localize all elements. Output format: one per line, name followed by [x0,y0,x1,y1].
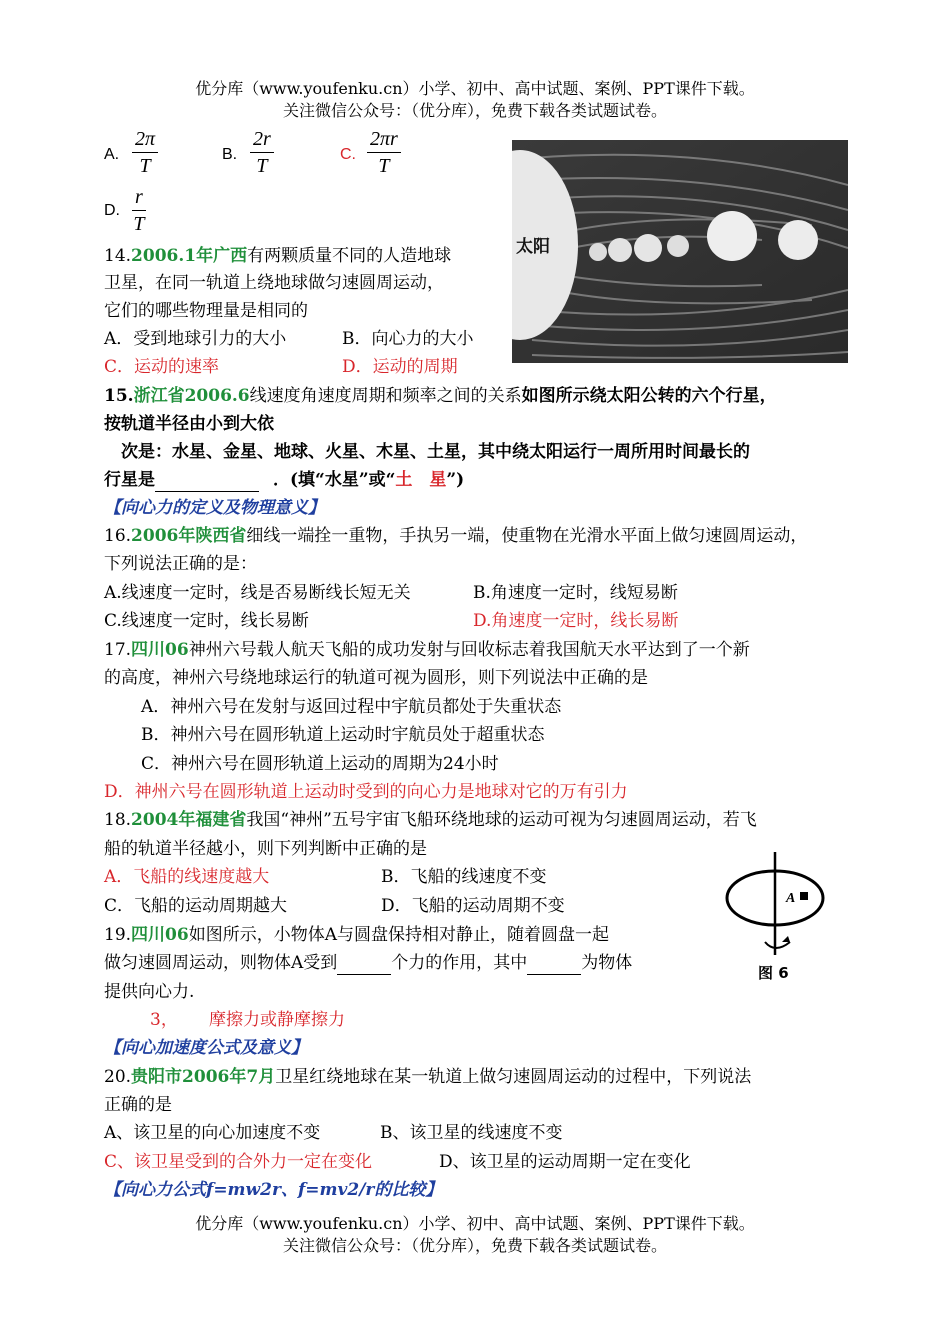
q19-text-2c: 为物体 [581,953,633,973]
arrow-head-icon [782,936,790,942]
q19-line-3: 提供向心力. [104,982,195,1002]
footer-line-1: 优分库（www.youfenku.cn）小学、初中、高中试题、案例、PPT课件下载。 [195,1214,755,1233]
q15-text-4c: ”) [446,470,465,490]
planet-mars [667,235,689,257]
q16-line-1 [104,525,807,547]
q17-option-c: C．神州六号在圆形轨道上运动的周期为24小时 [141,754,499,774]
q14-option-c: C．运动的速率 [104,357,220,377]
q15-line-4 [104,469,464,492]
q14-option-a: A．受到地球引力的大小 [104,329,287,349]
q13-a-numerator: 2π [135,128,156,150]
q13-b-denominator: T [256,155,268,177]
q16-text-1: 细线一端拴一重物，手执另一端，使重物在光滑水平面上做匀速圆周运动， [246,526,808,546]
q19-answer-1: 3， [150,1010,178,1030]
q13-option-c-label: C. [340,146,356,163]
q19-line-1 [104,924,609,946]
section-heading-force-formula-comparison: 【向心力公式f=mw2r、f=mv2/r的比较】 [104,1180,443,1200]
q18-option-c: C．飞船的运动周期越大 [104,896,288,916]
point-a-label: A [786,891,796,906]
sun-label: 太阳 [516,237,550,257]
q14-source: 2006.1年广西 [131,246,248,266]
q15-source: 浙江省2006.6 [133,386,250,406]
q18-option-a: A．飞船的线速度越大 [104,867,270,887]
q16-line-2: 下列说法正确的是： [104,554,257,574]
q15-answer-blank [155,469,259,492]
q14-option-b: B．向心力的大小 [342,329,474,349]
q14-line-2: 卫星，在同一轨道上绕地球做匀速圆周运动， [104,273,444,293]
q17-line-2: 的高度，神州六号绕地球运行的轨道可视为圆形，则下列说法中正确的是 [104,668,648,688]
q13-option-d-label: D. [104,202,120,219]
q17-option-a: A．神州六号在发射与返回过程中宇航员都处于失重状态 [141,697,562,717]
q14-line-3: 它们的哪些物理量是相同的 [104,301,308,321]
q13-d-numerator: r [135,186,143,208]
q15-answer: 土 星 [395,470,447,490]
figure-6-rotating-disk [720,850,830,985]
q16-number: 16. [104,526,132,546]
q15-line-2: 按轨道半径由小到大依 [104,414,274,434]
q20-number: 20. [104,1067,132,1087]
fraction-bar [132,210,146,211]
q13-option-b-label: B. [222,146,238,163]
q16-option-a: A.线速度一定时，线是否易断线长短无关 [104,583,411,603]
q19-number: 19. [104,925,132,945]
q17-text-1: 神州六号载人航天飞船的成功发射与回收标志着我国航天水平达到了一个新 [188,640,750,660]
q16-option-b: B.角速度一定时，线短易断 [473,583,678,603]
q13-option-c-fraction [367,128,401,177]
section-heading-centripetal-acceleration: 【向心加速度公式及意义】 [104,1038,308,1058]
q13-option-a-fraction [132,128,158,177]
q20-option-a: A、该卫星的向心加速度不变 [104,1123,321,1143]
planet-venus [608,238,632,262]
planet-mercury [589,243,607,261]
q17-option-d: D．神州六号在圆形轨道上运动时受到的向心力是地球对它的万有引力 [104,782,628,802]
q19-source: 四川06 [131,925,189,945]
q18-option-d: D．飞船的运动周期不变 [381,896,565,916]
q13-option-b-fraction [250,128,274,177]
q20-option-c: C、该卫星受到的合外力一定在变化 [104,1152,373,1172]
q20-line-2: 正确的是 [104,1095,172,1115]
fraction-bar [250,152,274,153]
q20-option-d: D、该卫星的运动周期一定在变化 [439,1152,691,1172]
q16-option-d: D.角速度一定时，线长易断 [473,611,679,631]
q14-option-d: D．运动的周期 [342,357,458,377]
header-line-1: 优分库（www.youfenku.cn）小学、初中、高中试题、案例、PPT课件下载。 [195,79,755,98]
q14-line-1 [104,245,451,267]
q17-line-1 [104,639,750,661]
q16-source: 2006年陕西省 [131,526,247,546]
q20-source: 贵阳市2006年7月 [131,1067,276,1087]
q15-line-1 [104,385,777,407]
q15-text-4b: ．(填“水星”或“ [273,470,396,490]
q20-option-b: B、该卫星的线速度不变 [380,1123,563,1143]
q13-c-denominator: T [378,155,390,177]
q15-line-3: 次是：水星、金星、地球、火星、木星、土星，其中绕太阳运行一周所用时间最长的 [121,442,750,462]
planet-earth [634,234,662,262]
q15-text-4a: 行星是 [104,470,155,490]
q14-number: 14. [104,246,132,266]
q18-line-2: 船的轨道半径越小，则下列判断中正确的是 [104,839,427,859]
q17-source: 四川06 [131,640,189,660]
q18-option-b: B．飞船的线速度不变 [381,867,547,887]
fraction-bar [367,152,401,153]
q19-blank-1 [337,952,391,975]
q13-option-d-fraction [132,186,146,235]
q19-blank-2 [527,952,581,975]
object-a-block [800,892,808,900]
rotation-arrow-icon [765,942,790,948]
figure-6-caption: 图 6 [758,964,789,982]
q19-text-1: 如图所示，小物体A与圆盘保持相对静止，随着圆盘一起 [188,925,609,945]
q18-line-1 [104,809,757,831]
q19-text-2b: 个力的作用，其中 [391,953,528,973]
footer-line-2: 关注微信公众号：（优分库），免费下载各类试题试卷。 [282,1236,667,1255]
q13-a-denominator: T [139,155,151,177]
q13-c-numerator: 2πr [370,128,398,150]
q15-number: 15. [104,386,134,406]
q18-source: 2004年福建省 [131,810,247,830]
q18-number: 18. [104,810,132,830]
q15-text-1b: 如图所示绕太阳公转的六个行星， [521,386,777,406]
q19-answer-2: 摩擦力或静摩擦力 [209,1010,345,1030]
q13-b-numerator: 2r [253,128,271,150]
q13-option-a-label: A. [104,146,120,163]
solar-system-figure [512,140,848,363]
q18-text-1: 我国“神州”五号宇宙飞船环绕地球的运动可视为匀速圆周运动，若飞 [246,810,757,830]
planet-saturn [778,220,818,260]
q19-text-2a: 做匀速圆周运动，则物体A受到 [104,953,338,973]
q17-option-b: B．神州六号在圆形轨道上运动时宇航员处于超重状态 [141,725,545,745]
q20-text-1: 卫星红绕地球在某一轨道上做匀速圆周运动的过程中，下列说法 [275,1067,752,1087]
fraction-bar [132,152,158,153]
q20-line-1 [104,1066,751,1088]
q14-text-1: 有两颗质量不同的人造地球 [247,246,452,266]
q17-number: 17. [104,640,132,660]
q13-d-denominator: T [133,213,145,235]
header-line-2: 关注微信公众号：（优分库），免费下载各类试题试卷。 [282,101,667,120]
planet-jupiter [707,211,757,261]
q19-line-2 [104,952,632,975]
section-heading-centripetal-force: 【向心力的定义及物理意义】 [104,498,325,518]
q15-text-1a: 线速度角速度周期和频率之间的关系 [249,386,522,406]
q16-option-c: C.线速度一定时，线长易断 [104,611,309,631]
